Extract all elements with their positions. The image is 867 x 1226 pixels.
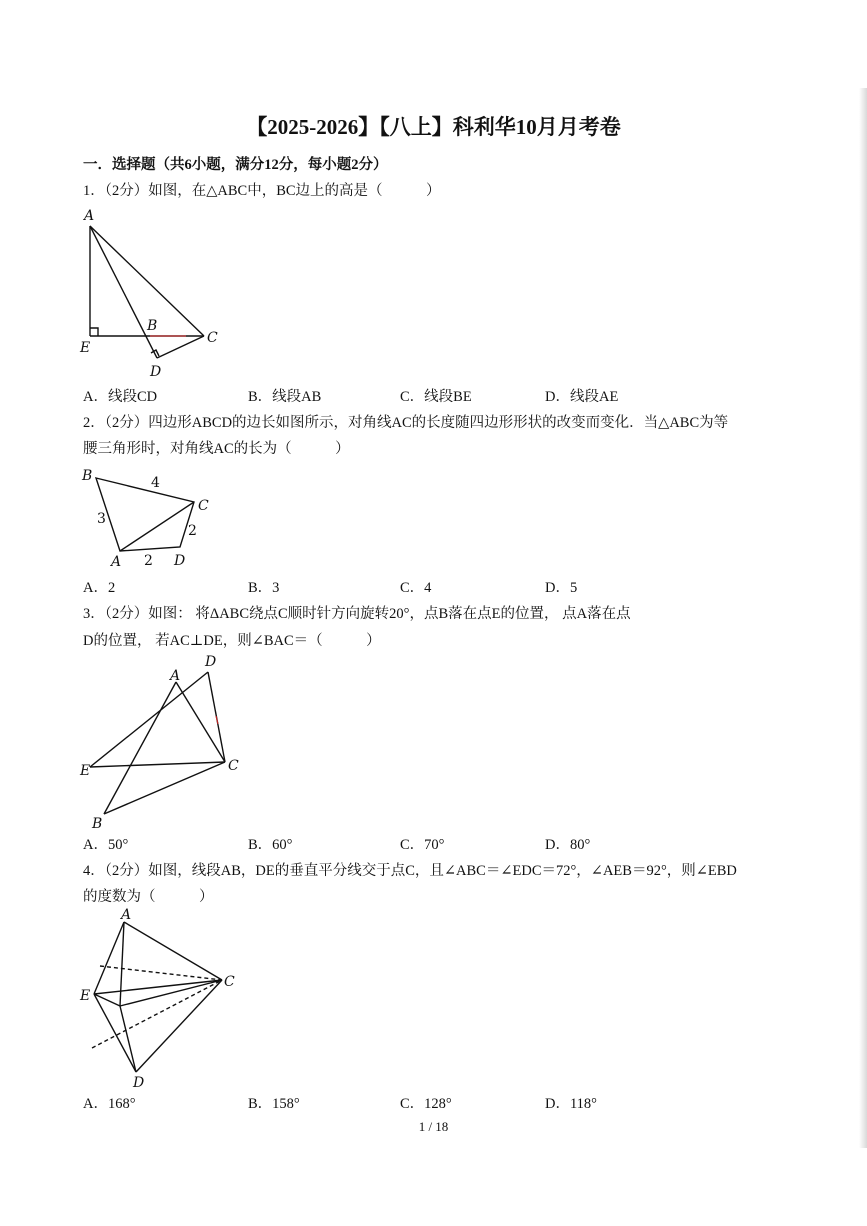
q2-label-a: A	[111, 554, 122, 570]
question-1-figure	[78, 206, 228, 381]
section-heading: 一．选择题（共6小题，满分12分，每小题2分）	[83, 157, 388, 173]
q2-side-ad: 2	[144, 553, 153, 569]
q1-label-d: D	[150, 364, 162, 380]
q1-option-d[interactable]: D．线段AE	[545, 389, 619, 405]
q2-option-d[interactable]: D．5	[545, 580, 578, 596]
question-4-text-line1: 4．（2分）如图，线段AB，DE的垂直平分线交于点C，且∠ABC＝∠EDC＝72°，∠AEB＝92°，则∠EBD	[83, 863, 737, 879]
q4-label-c: C	[224, 974, 235, 990]
q3-label-b: B	[92, 816, 103, 832]
q3-option-a[interactable]: A．50°	[83, 837, 129, 853]
question-4-figure	[78, 906, 248, 1091]
page-edge-shadow	[859, 88, 867, 1148]
q2-option-a[interactable]: A．2	[83, 580, 116, 596]
q3-label-d: D	[205, 654, 217, 670]
q3-label-e: E	[80, 763, 91, 779]
q2-side-bc: 4	[151, 475, 160, 491]
q4-option-a[interactable]: A．168°	[83, 1096, 136, 1112]
q2-label-d: D	[174, 553, 186, 569]
q2-option-b[interactable]: B．3	[248, 580, 280, 596]
q4-label-e: E	[80, 988, 91, 1004]
q1-label-e: E	[80, 340, 91, 356]
question-3-text-line1: 3．（2分）如图： 将ΔABC绕点C顺时针方向旋转20°，点B落在点E的位置， 点A落在点	[83, 606, 631, 622]
q1-label-c: C	[207, 330, 218, 346]
q2-label-b: B	[82, 468, 93, 484]
q1-option-b[interactable]: B．线段AB	[248, 389, 322, 405]
q2-side-ab: 3	[97, 511, 106, 527]
question-3-text-line2: D的位置， 若AC⊥DE，则∠BAC＝（ ）	[83, 633, 381, 649]
q4-option-d[interactable]: D．118°	[545, 1096, 597, 1112]
q1-label-b: B	[147, 318, 158, 334]
q2-option-c[interactable]: C．4	[400, 580, 432, 596]
q3-option-b[interactable]: B．60°	[248, 837, 293, 853]
question-4-text-line2: 的度数为（ ）	[83, 889, 214, 905]
question-2-text-line1: 2．（2分）四边形ABCD的边长如图所示，对角线AC的长度随四边形形状的改变而变化．当△ABC为等	[83, 415, 729, 431]
q1-label-a: A	[84, 208, 95, 224]
q3-option-d[interactable]: D．80°	[545, 837, 591, 853]
q1-option-c[interactable]: C．线段BE	[400, 389, 472, 405]
q4-option-c[interactable]: C．128°	[400, 1096, 452, 1112]
q2-label-c: C	[198, 498, 209, 514]
q3-option-c[interactable]: C．70°	[400, 837, 445, 853]
q2-side-cd: 2	[188, 523, 197, 539]
question-2-text-line2: 腰三角形时，对角线AC的长为（ ）	[83, 441, 350, 457]
q4-label-d: D	[133, 1075, 145, 1091]
q4-option-b[interactable]: B．158°	[248, 1096, 300, 1112]
q3-label-a: A	[170, 668, 181, 684]
page-number: 1 / 18	[418, 1119, 449, 1134]
question-1-text: 1．（2分）如图，在△ABC中，BC边上的高是（ ）	[83, 183, 441, 199]
question-3-figure	[78, 652, 248, 832]
q4-label-a: A	[121, 907, 132, 923]
question-2-figure	[78, 464, 228, 574]
q3-label-c: C	[228, 758, 239, 774]
q1-option-a[interactable]: A．线段CD	[83, 389, 158, 405]
exam-title: 【2025-2026】【八上】科利华10月月考卷	[246, 115, 621, 139]
